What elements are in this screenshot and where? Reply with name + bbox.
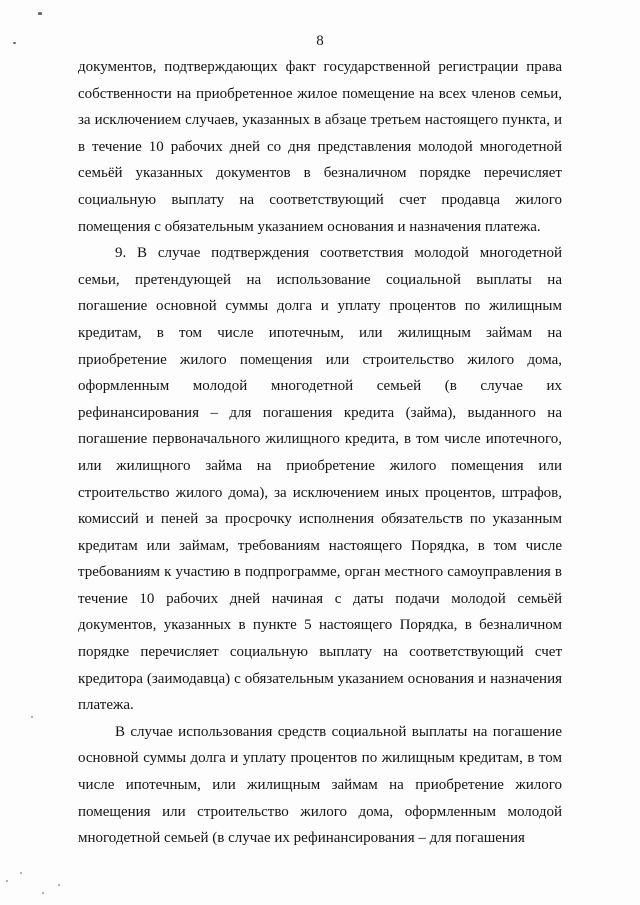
- scan-speckle: [20, 872, 22, 874]
- scan-speckle: [42, 892, 44, 894]
- scan-speckle: [58, 884, 60, 886]
- scan-mark: [38, 12, 42, 15]
- paragraph-continuation: документов, подтверждающих факт государственной регистрации права собственности на приобретенное жилое помещение на всех членов семьи, за исключением случаев, указанных в абзаце третьем настоящего пункта, и в течение 10 рабочих дней со дня представления молодой многодетной семьёй указанных документов в безналичном порядке перечисляет социальную выплату на соответствующий счет продавца жилого помещения с обязательным указанием основания и назначения платежа.: [78, 59, 562, 235]
- document-body: [78, 54, 562, 852]
- paragraph-clause-9-usage: В случае использования средств социальной выплаты на погашение основной суммы долга и уплату процентов по жилищным кредитам, в том числе ипотечным, или жилищным займам на приобретение жилого помещения или строительство жилого дома, оформленным молодой многодетной семьей (в случае их рефинансирования – для погашения: [78, 723, 562, 847]
- page-number: 8: [316, 33, 324, 49]
- scan-speckle: [31, 716, 33, 718]
- paragraph-clause-9: 9. В случае подтверждения соответствия молодой многодетной семьи, претендующей на использование социальной выплаты на погашение основной суммы долга и уплату процентов по жилищным кредитам, в том числе ипотечным, или жилищным займам на приобретение жилого помещения или строительство жилого дома, оформленным молодой многодетной семьей (в случае их рефинансирования – для погашения кредита (займа), выданного на погашение первоначального жилищного кредита, в том числе ипотечного, или жилищного займа на приобретение жилого помещения или строительство жилого дома), за исключением иных процентов, штрафов, комиссий и пеней за просрочку исполнения обязательств по указанным кредитам или займам, требованиям настоящего Порядка, в том числе требованиям к участию в подпрограмме, орган местного самоуправления в течение 10 рабочих дней начиная с даты подачи молодой семьёй документов, указанных в пункте 5 настоящего Порядка, в безналичном порядке перечисляет социальную выплату на соответствующий счет кредитора (заимодавца) с обязательным указанием основания и назначения платежа.: [78, 245, 562, 714]
- scan-speckle: [6, 880, 8, 882]
